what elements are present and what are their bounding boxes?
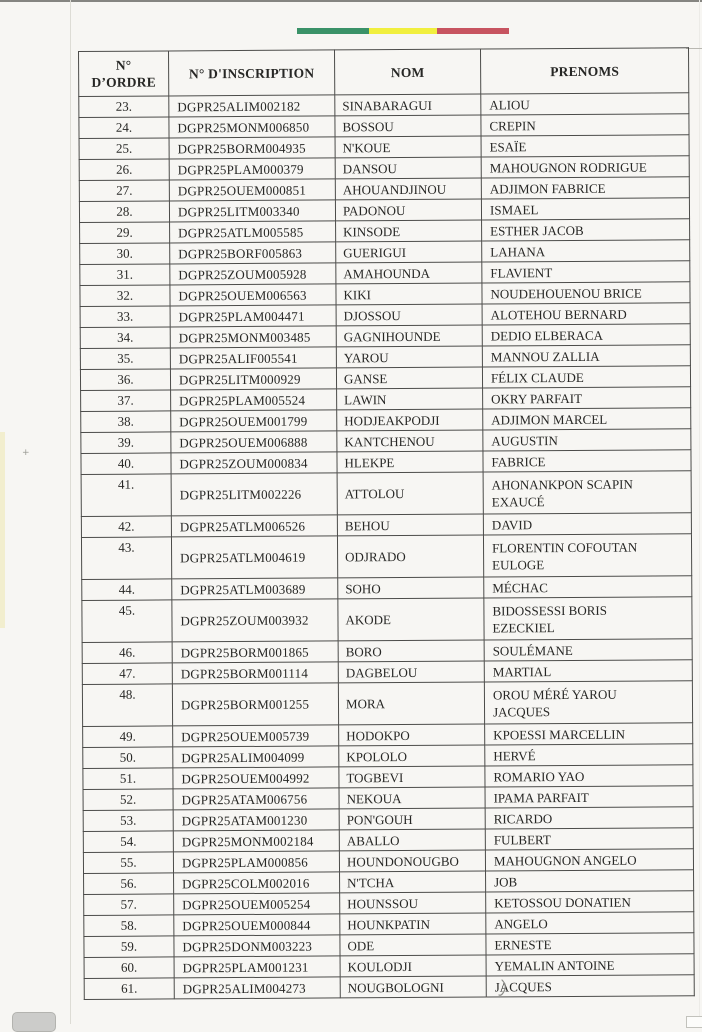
cell-prenoms: YEMALIN ANTOINE xyxy=(486,954,694,976)
column-header-nom: NOM xyxy=(334,49,480,95)
cell-ordre: 26. xyxy=(79,159,169,181)
cell-inscription: DGPR25OUEM005254 xyxy=(174,893,340,915)
cell-prenoms: AUGUSTIN xyxy=(483,429,691,451)
cell-inscription: DGPR25ATLM004619 xyxy=(171,536,337,579)
cell-ordre: 41. xyxy=(81,474,171,517)
cell-ordre: 46. xyxy=(82,642,172,664)
candidates-table xyxy=(78,47,695,1000)
cell-nom: ABALLO xyxy=(339,829,485,851)
cell-ordre: 30. xyxy=(80,243,170,265)
cell-ordre: 27. xyxy=(79,180,169,202)
cell-prenoms: MÉCHAC xyxy=(484,576,692,598)
cell-ordre: 32. xyxy=(80,285,170,307)
cell-nom: HODJEAKPODJI xyxy=(337,409,483,431)
scan-yellow-strip xyxy=(0,432,5,628)
cell-prenoms: FLAVIENT xyxy=(482,261,690,283)
cell-ordre: 31. xyxy=(80,264,170,286)
cell-prenoms: DEDIO ELBERACA xyxy=(482,324,690,346)
cell-nom: KIKI xyxy=(336,283,482,305)
cell-nom: PADONOU xyxy=(335,199,481,221)
cell-prenoms: OKRY PARFAIT xyxy=(483,387,691,409)
cell-nom: AMAHOUNDA xyxy=(336,262,482,284)
cell-nom: HLEKPE xyxy=(337,451,483,473)
cell-nom: AHOUANDJINOU xyxy=(335,178,481,200)
cell-inscription: DGPR25BORM001255 xyxy=(172,683,338,726)
cell-inscription: DGPR25BORM004935 xyxy=(169,137,335,159)
cell-nom: DANSOU xyxy=(335,157,481,179)
cell-ordre: 23. xyxy=(79,96,169,118)
cell-ordre: 49. xyxy=(83,726,173,748)
scan-corner-tab xyxy=(12,1012,56,1032)
table-body xyxy=(79,93,695,1000)
cell-inscription: DGPR25COLM002016 xyxy=(174,872,340,894)
cell-inscription: DGPR25PLAM000856 xyxy=(173,851,339,873)
cell-inscription: DGPR25ATAM006756 xyxy=(173,788,339,810)
cell-prenoms: ADJIMON MARCEL xyxy=(483,408,691,430)
cell-ordre: 43. xyxy=(81,537,171,580)
cell-prenoms: JOB xyxy=(486,870,694,892)
cell-nom: AKODE xyxy=(338,598,484,641)
cell-prenoms: ANGELO xyxy=(486,912,694,934)
cell-prenoms: ROMARIO YAO xyxy=(485,765,693,787)
cell-inscription: DGPR25OUEM004992 xyxy=(173,767,339,789)
cell-inscription: DGPR25PLAM005524 xyxy=(171,389,337,411)
cell-ordre: 42. xyxy=(81,516,171,538)
cell-nom: HOUNSSOU xyxy=(340,892,486,914)
cell-prenoms: ALIOU xyxy=(481,93,689,115)
cell-nom: GUERIGUI xyxy=(336,241,482,263)
cell-nom: KINSODE xyxy=(336,220,482,242)
cell-prenoms: BIDOSSESSI BORIS EZECKIEL xyxy=(484,597,692,640)
cell-nom: DJOSSOU xyxy=(336,304,482,326)
cell-prenoms: SOULÉMANE xyxy=(484,639,692,661)
cell-nom: KPOLOLO xyxy=(339,745,485,767)
cell-nom: N'KOUE xyxy=(335,136,481,158)
cell-inscription: DGPR25MONM003485 xyxy=(170,326,336,348)
cell-inscription: DGPR25OUEM005739 xyxy=(173,725,339,747)
cell-prenoms: FLORENTIN COFOUTAN EULOGE xyxy=(483,534,691,577)
candidates-table-wrapper xyxy=(78,47,695,1000)
cell-prenoms: IPAMA PARFAIT xyxy=(485,786,693,808)
cell-prenoms: NOUDEHOUENOU BRICE xyxy=(482,282,690,304)
cell-nom: ODJRADO xyxy=(337,535,483,578)
cell-inscription: DGPR25OUEM006888 xyxy=(171,431,337,453)
cell-ordre: 61. xyxy=(84,978,174,1000)
cell-nom: NOUGBOLOGNI xyxy=(340,976,486,998)
cell-ordre: 28. xyxy=(79,201,169,223)
cell-ordre: 52. xyxy=(83,789,173,811)
scan-speck: + xyxy=(22,448,30,458)
cell-inscription: DGPR25LITM000929 xyxy=(170,368,336,390)
cell-nom: KANTCHENOU xyxy=(337,430,483,452)
cell-ordre: 57. xyxy=(84,894,174,916)
cell-ordre: 47. xyxy=(82,663,172,685)
cell-ordre: 25. xyxy=(79,138,169,160)
cell-ordre: 39. xyxy=(81,432,171,454)
cell-inscription: DGPR25LITM003340 xyxy=(169,200,335,222)
cell-ordre: 40. xyxy=(81,453,171,475)
cell-nom: BORO xyxy=(338,640,484,662)
cell-inscription: DGPR25ALIM004099 xyxy=(173,746,339,768)
cell-prenoms: JACQUES xyxy=(486,975,694,997)
cell-nom: SINABARAGUI xyxy=(335,94,481,116)
flag-green-segment xyxy=(297,28,369,34)
cell-prenoms: ESTHER JACOB xyxy=(482,219,690,241)
cell-prenoms: CREPIN xyxy=(481,114,689,136)
cell-ordre: 29. xyxy=(80,222,170,244)
header-row xyxy=(79,48,689,97)
cell-inscription: DGPR25BORM001865 xyxy=(172,641,338,663)
cell-ordre: 50. xyxy=(83,747,173,769)
cell-prenoms: LAHANA xyxy=(482,240,690,262)
cell-inscription: DGPR25ATLM005585 xyxy=(170,221,336,243)
scan-corner-slip xyxy=(686,1016,702,1028)
scan-right-edge xyxy=(699,0,700,1024)
table-row xyxy=(81,471,691,517)
cell-nom: DAGBELOU xyxy=(338,661,484,683)
cell-prenoms: ESAÏE xyxy=(481,135,689,157)
cell-nom: SOHO xyxy=(338,577,484,599)
scan-top-edge xyxy=(0,0,702,2)
cell-inscription: DGPR25ALIF005541 xyxy=(170,347,336,369)
cell-prenoms: KETOSSOU DONATIEN xyxy=(486,891,694,913)
cell-inscription: DGPR25MONM006850 xyxy=(169,116,335,138)
cell-prenoms: FULBERT xyxy=(485,828,693,850)
flag-red-segment xyxy=(437,28,509,34)
cell-prenoms: MAHOUGNON RODRIGUE xyxy=(481,156,689,178)
cell-inscription: DGPR25ZOUM000834 xyxy=(171,452,337,474)
cell-prenoms: FABRICE xyxy=(483,450,691,472)
cell-ordre: 35. xyxy=(80,348,170,370)
cell-nom: GAGNIHOUNDE xyxy=(336,325,482,347)
cell-inscription: DGPR25MONM002184 xyxy=(173,830,339,852)
cell-ordre: 45. xyxy=(82,600,172,643)
cell-prenoms: ALOTEHOU BERNARD xyxy=(482,303,690,325)
cell-ordre: 34. xyxy=(80,327,170,349)
cell-inscription: DGPR25ALIM002182 xyxy=(169,95,335,117)
cell-ordre: 56. xyxy=(84,873,174,895)
cell-inscription: DGPR25ATAM001230 xyxy=(173,809,339,831)
cell-ordre: 58. xyxy=(84,915,174,937)
table-header xyxy=(79,48,689,97)
cell-inscription: DGPR25ZOUM005928 xyxy=(170,263,336,285)
cell-nom: ATTOLOU xyxy=(337,472,483,515)
cell-nom: LAWIN xyxy=(337,388,483,410)
column-header-inscription: N° D'INSCRIPTION xyxy=(169,50,335,96)
cell-inscription: DGPR25DONM003223 xyxy=(174,935,340,957)
cell-inscription: DGPR25PLAM004471 xyxy=(170,305,336,327)
cell-inscription: DGPR25ZOUM003932 xyxy=(172,599,338,642)
cell-prenoms: AHONANKPON SCAPIN EXAUCÉ xyxy=(483,471,691,514)
cell-nom: PON'GOUH xyxy=(339,808,485,830)
cell-nom: HODOKPO xyxy=(339,724,485,746)
cell-nom: KOULODJI xyxy=(340,955,486,977)
pen-mark xyxy=(492,978,514,998)
cell-prenoms: FÉLIX CLAUDE xyxy=(482,366,690,388)
cell-prenoms: KPOESSI MARCELLIN xyxy=(485,723,693,745)
cell-nom: N'TCHA xyxy=(340,871,486,893)
flag-yellow-segment xyxy=(369,28,437,34)
cell-prenoms: MANNOU ZALLIA xyxy=(482,345,690,367)
cell-nom: ODE xyxy=(340,934,486,956)
column-header-ordre: N° D’ORDRE xyxy=(79,51,169,97)
cell-ordre: 55. xyxy=(83,852,173,874)
table-row xyxy=(81,534,691,580)
cell-inscription: DGPR25BORF005863 xyxy=(170,242,336,264)
cell-ordre: 33. xyxy=(80,306,170,328)
cell-nom: TOGBEVI xyxy=(339,766,485,788)
scan-fold-line xyxy=(70,0,71,1024)
cell-nom: BEHOU xyxy=(337,514,483,536)
column-header-prenoms: PRENOMS xyxy=(480,48,688,94)
cell-nom: YAROU xyxy=(336,346,482,368)
cell-prenoms: ERNESTE xyxy=(486,933,694,955)
cell-nom: NEKOUA xyxy=(339,787,485,809)
table-row xyxy=(82,681,692,727)
cell-ordre: 24. xyxy=(79,117,169,139)
cell-prenoms: ISMAEL xyxy=(481,198,689,220)
cell-inscription: DGPR25ATLM006526 xyxy=(171,515,337,537)
table-row xyxy=(84,975,694,1000)
cell-prenoms: MARTIAL xyxy=(484,660,692,682)
cell-prenoms: RICARDO xyxy=(485,807,693,829)
cell-nom: HOUNDONOUGBO xyxy=(339,850,485,872)
cell-prenoms: MAHOUGNON ANGELO xyxy=(485,849,693,871)
cell-nom: BOSSOU xyxy=(335,115,481,137)
cell-prenoms: HERVÉ xyxy=(485,744,693,766)
cell-ordre: 60. xyxy=(84,957,174,979)
cell-inscription: DGPR25PLAM001231 xyxy=(174,956,340,978)
cell-ordre: 51. xyxy=(83,768,173,790)
flag-bar xyxy=(297,28,509,34)
cell-inscription: DGPR25LITM002226 xyxy=(171,473,337,516)
cell-ordre: 53. xyxy=(83,810,173,832)
cell-inscription: DGPR25ATLM003689 xyxy=(172,578,338,600)
cell-prenoms: DAVID xyxy=(483,513,691,535)
cell-inscription: DGPR25OUEM001799 xyxy=(171,410,337,432)
cell-inscription: DGPR25OUEM000844 xyxy=(174,914,340,936)
cell-ordre: 48. xyxy=(82,684,172,727)
cell-inscription: DGPR25OUEM000851 xyxy=(169,179,335,201)
cell-nom: MORA xyxy=(338,682,484,725)
cell-ordre: 54. xyxy=(83,831,173,853)
cell-nom: GANSE xyxy=(336,367,482,389)
cell-inscription: DGPR25BORM001114 xyxy=(172,662,338,684)
cell-ordre: 38. xyxy=(81,411,171,433)
cell-inscription: DGPR25PLAM000379 xyxy=(169,158,335,180)
table-row xyxy=(82,597,692,643)
cell-ordre: 36. xyxy=(80,369,170,391)
cell-nom: HOUNKPATIN xyxy=(340,913,486,935)
cell-ordre: 59. xyxy=(84,936,174,958)
cell-ordre: 37. xyxy=(81,390,171,412)
cell-prenoms: OROU MÉRÉ YAROU JACQUES xyxy=(484,681,692,724)
cell-prenoms: ADJIMON FABRICE xyxy=(481,177,689,199)
cell-inscription: DGPR25ALIM004273 xyxy=(174,977,340,999)
cell-inscription: DGPR25OUEM006563 xyxy=(170,284,336,306)
cell-ordre: 44. xyxy=(82,579,172,601)
